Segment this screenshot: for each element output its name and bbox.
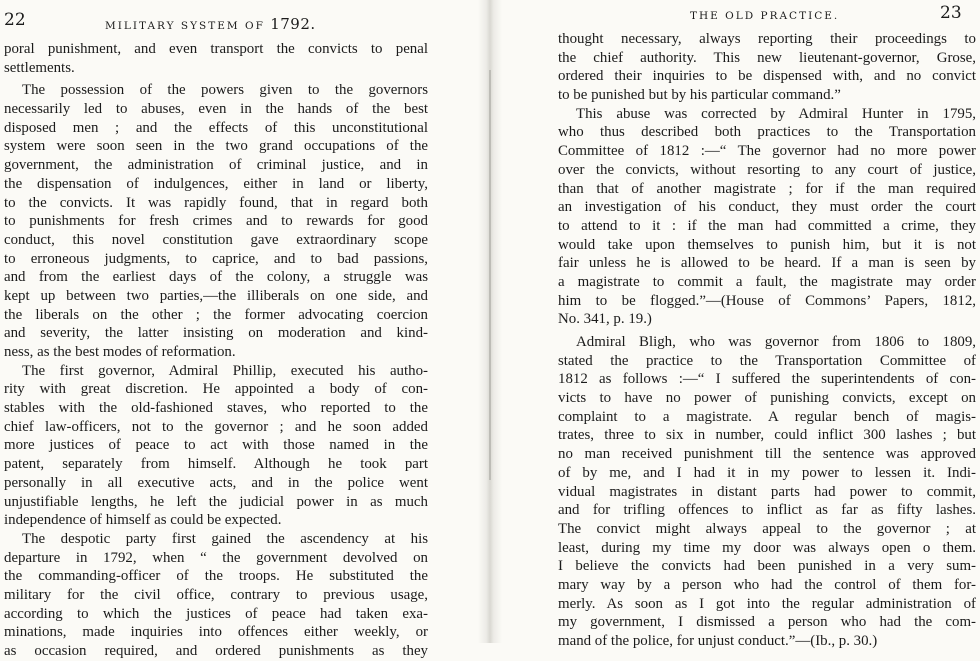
text-line: disposed men ; and the effects of this unconstitutional [4, 119, 428, 136]
left-page [0, 0, 478, 659]
text-line: The possession of the powers given to the governors [22, 82, 428, 99]
right-page [500, 0, 980, 649]
right-page-number: 23 [940, 3, 962, 23]
left-body-text [4, 40, 428, 661]
text-line: who thus described both practices to the Transportation [558, 124, 976, 141]
text-line: merly. As soon as I got into the regular administration of [558, 595, 976, 612]
text-line: No. 341, p. 19.) [558, 311, 652, 328]
left-running-head [105, 15, 316, 33]
text-line: chief law-officers, not to the governor ; and he soon added [4, 418, 428, 435]
text-line: over the convicts, without resorting to any court of justice, [558, 161, 976, 178]
text-line: The despotic party first gained the ascendency at his [22, 530, 428, 547]
text-line: conduct, this novel constitution gave extraordinary scope [4, 231, 428, 248]
text-line: to erroneous judgments, to caprice, and to bad passions, [4, 250, 428, 267]
text-line: to attend to it : if the man had committed a crime, they [558, 217, 976, 234]
text-line: trates, three to six in number, could inflict 300 lashes ; but [558, 427, 976, 444]
left-page-number: 22 [4, 10, 26, 30]
text-line: ness, as the best modes of reformation. [4, 344, 236, 360]
text-line: would take upon themselves to punish him, but it is not [558, 236, 976, 253]
text-line: the chief authority. This new lieutenant-governor, Grose, [558, 49, 976, 66]
text-line: poral punishment, and even transport the convicts to penal [4, 41, 428, 57]
text-line: vidual magistrates in distant parts had power to commit, [558, 483, 976, 500]
text-line: minations, made inquiries into offences either weekly, or [4, 624, 428, 641]
text-line: Committee of 1812 :—“ The governor had no more power [558, 143, 976, 160]
text-line: as occasion required, and ordered punishments as they [4, 643, 428, 659]
left-running-head-text: MILITARY SYSTEM OF [105, 20, 265, 32]
text-line: This abuse was corrected by Admiral Hunter in 1795, [576, 105, 976, 122]
text-line: to punishments for fresh crimes and to rewards for good [4, 213, 428, 230]
text-line: patent, separately from himself. Although he took part [4, 456, 428, 473]
text-line: departure in 1792, when “ the government devolved on [4, 549, 428, 566]
text-line: independence of himself as could be expected. [4, 512, 282, 529]
text-line: Admiral Bligh, who was governor from 1806 to 1809, [576, 334, 976, 350]
text-line: settlements. [4, 59, 75, 76]
text-line: an investigation of his conduct, they must order the court [558, 199, 976, 216]
text-line: rity with great discretion. He appointed a body of con- [4, 381, 428, 398]
text-line: kept up between two parties,—the illiberals on one side, and [4, 287, 428, 304]
text-line: and severity, the latter insisting on moderation and kind- [4, 325, 428, 342]
text-line: a magistrate to commit a fault, the magistrate may order [558, 273, 976, 290]
text-line: victs to have no power of punishing convicts, except on [558, 390, 976, 407]
text-line: my government, I dismissed a person who had the com- [558, 614, 976, 631]
text-line: 1812 as follows :—“ I suffered the superintendents of con- [558, 371, 976, 388]
text-line: according to which the justices of peace had taken exa- [4, 605, 428, 622]
text-line: to be punished but by his particular command.” [558, 87, 841, 104]
text-line: mand of the police, for unjust conduct.”—(Ib., p. 30.) [558, 633, 878, 649]
text-line: than that of another magistrate ; for if the man required [558, 180, 976, 197]
text-line: and for trifling offences to inflict as far as fifty lashes. [558, 502, 976, 519]
left-running-head-year: 1792. [270, 15, 316, 33]
text-line: him to be flogged.”—(House of Commons’ Papers, 1812, [558, 292, 976, 309]
right-body-text [558, 30, 976, 651]
text-line: the liberals on the other ; the former advocating coercion [4, 306, 428, 323]
text-line: fair unless he is allowed to be heard. If a man is seen by [558, 255, 976, 272]
text-line: personally in all executive acts, and in the police went [4, 474, 428, 491]
text-line: no man received punishment till the sentence was approved [558, 446, 976, 463]
text-line: least, during my time my door was always open o them. [558, 539, 976, 556]
text-line: thought necessary, always reporting their proceedings to [558, 31, 976, 47]
text-line: The convict might always appeal to the governor ; at [558, 520, 976, 537]
text-line: mary way by a person who had the control of them for- [558, 576, 976, 593]
text-line: I believe the convicts had been punished in a very sum- [558, 558, 976, 575]
text-line: the commanding-officer of the troops. He substituted the [4, 568, 428, 585]
text-line: stated the practice to the Transportation Committee of [558, 352, 976, 369]
text-line: government, the administration of criminal justice, and in [4, 157, 428, 174]
text-line: complaint to a magistrate. A regular bench of magis- [558, 408, 976, 425]
text-line: ordered their inquiries to be dispensed with, and no convict [558, 68, 976, 85]
text-line: and from the earliest days of the colony, a struggle was [4, 269, 428, 286]
text-line: necessarily led to abuses, even in the hands of the best [4, 101, 428, 118]
right-running-head: THE OLD PRACTICE. [690, 10, 840, 22]
text-line: system were soon seen in the two grand occupations of the [4, 138, 428, 155]
text-line: The first governor, Admiral Phillip, executed his autho- [22, 362, 428, 379]
text-line: more justices of peace to act with those named in the [4, 437, 428, 454]
gutter-shadow [489, 70, 491, 480]
text-line: the dispensation of indulgences, either in land or liberty, [4, 175, 428, 192]
text-line: stables with the old-fashioned staves, who reported to the [4, 400, 428, 417]
text-line: of by me, and I had it in my power to lessen it. Indi- [558, 464, 976, 481]
text-line: military for the civil office, contrary to previous usage, [4, 586, 428, 603]
text-line: to the convicts. It was rapidly found, that in regard both [4, 194, 428, 211]
text-line: unjustifiable lengths, he left the judicial power in as much [4, 493, 428, 510]
